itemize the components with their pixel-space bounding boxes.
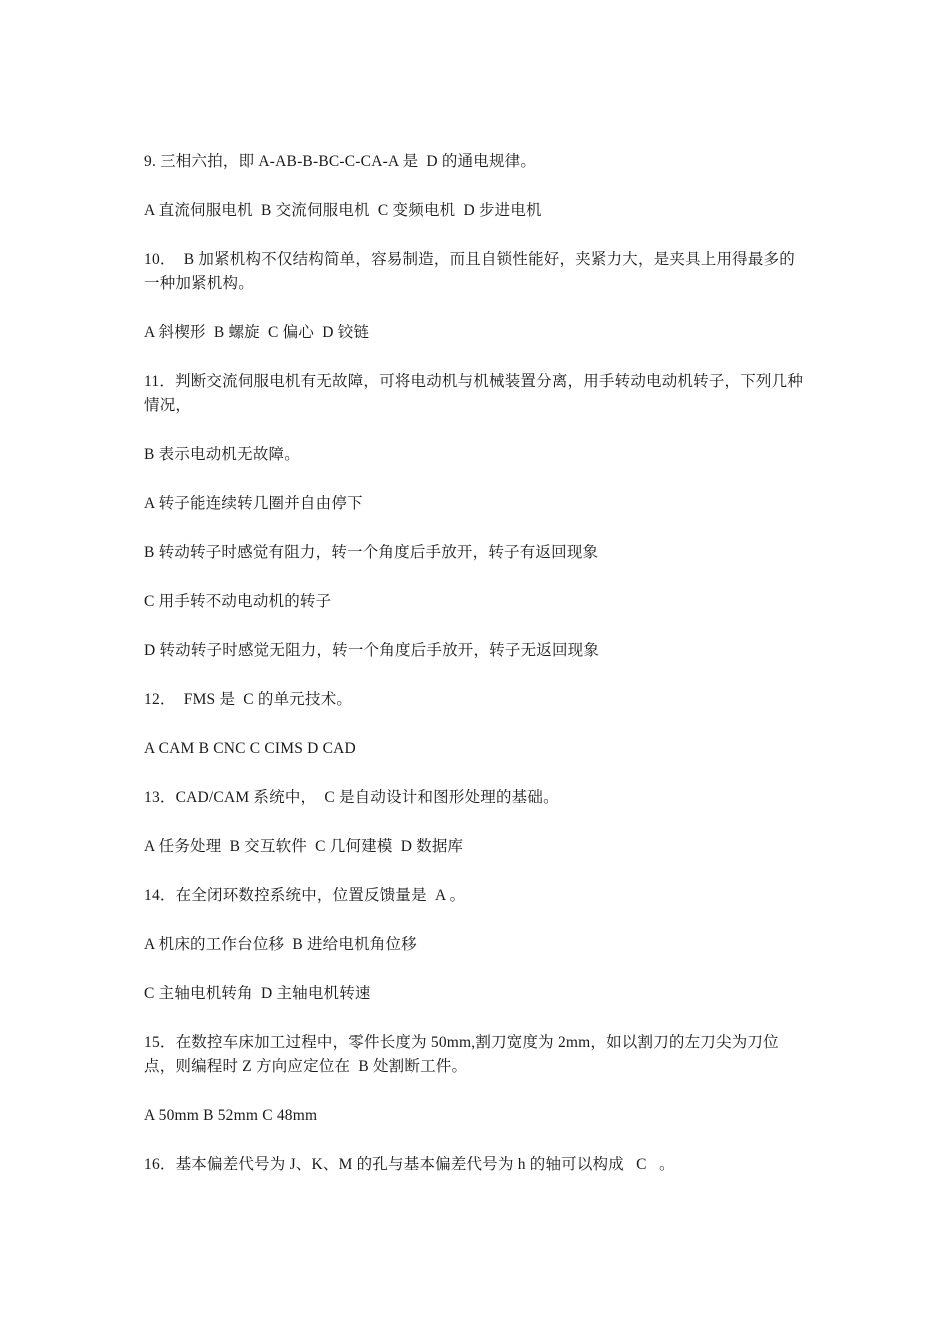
question-11-option-c: C 用手转不动电动机的转子	[144, 593, 332, 610]
question-11-answer-line: B 表示电动机无故障。	[144, 446, 300, 463]
question-9-options: A 直流伺服电机 B 交流伺服电机 C 变频电机 D 步进电机	[144, 202, 542, 219]
question-14-options-ab: A 机床的工作台位移 B 进给电机角位移	[144, 936, 417, 953]
document-body	[144, 150, 808, 1202]
question-9-stem: 9. 三相六拍，即 A-AB-B-BC-C-CA-A 是 D 的通电规律。	[144, 153, 537, 170]
question-11-stem: 11．判断交流伺服电机有无故障，可将电动机与机械装置分离，用手转动电动机转子，下列几种情况，	[144, 373, 804, 414]
question-13-stem: 13．CAD/CAM 系统中， C 是自动设计和图形处理的基础。	[144, 789, 559, 806]
question-16-stem: 16．基本偏差代号为 J、K、M 的孔与基本偏差代号为 h 的轴可以构成 C 。	[144, 1156, 675, 1173]
question-12-options: A CAM B CNC C CIMS D CAD	[144, 740, 356, 757]
question-15-stem: 15．在数控车床加工过程中，零件长度为 50mm,割刀宽度为 2mm，如以割刀的左刀尖为刀位点，则编程时 Z 方向应定位在 B 处割断工件。	[144, 1034, 779, 1075]
question-11-option-b: B 转动转子时感觉有阻力，转一个角度后手放开，转子有返回现象	[144, 544, 599, 561]
question-11-option-a: A 转子能连续转几圈并自由停下	[144, 495, 363, 512]
question-10-options: A 斜楔形 B 螺旋 C 偏心 D 铰链	[144, 324, 370, 341]
question-12-stem: 12． FMS 是 C 的单元技术。	[144, 691, 353, 708]
question-10-stem: 10． B 加紧机构不仅结构简单，容易制造，而且自锁性能好，夹紧力大，是夹具上用得最多的一种加紧机构。	[144, 251, 795, 292]
question-11-option-d: D 转动转子时感觉无阻力，转一个角度后手放开，转子无返回现象	[144, 642, 600, 659]
question-14-stem: 14．在全闭环数控系统中，位置反馈量是 A 。	[144, 887, 466, 904]
question-13-options: A 任务处理 B 交互软件 C 几何建模 D 数据库	[144, 838, 464, 855]
question-14-options-cd: C 主轴电机转角 D 主轴电机转速	[144, 985, 371, 1002]
question-15-options: A 50mm B 52mm C 48mm	[144, 1107, 318, 1124]
